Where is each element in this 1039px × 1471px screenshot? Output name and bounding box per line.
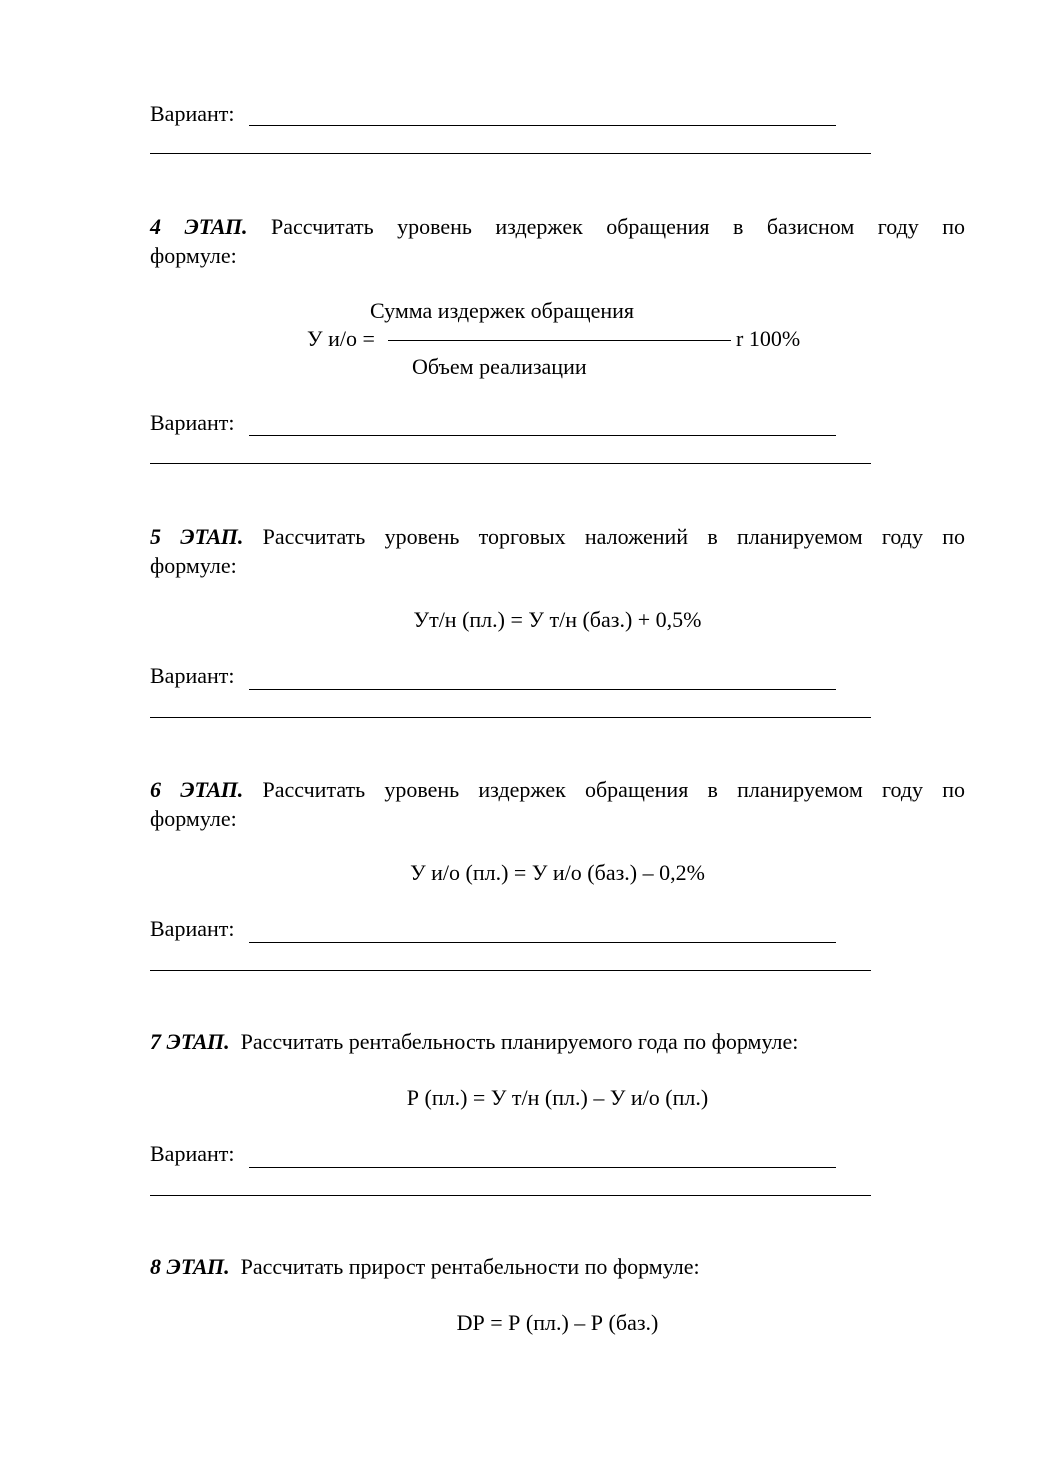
variant-label: Вариант: <box>150 1141 235 1166</box>
stage-7 <box>150 1028 798 1056</box>
variant-label: Вариант: <box>150 410 235 435</box>
stage-text: Рассчитать прирост рентабельности по формуле: <box>240 1254 700 1279</box>
formula-lhs: У и/о = <box>307 326 375 351</box>
formula-denominator: Объем реализации <box>412 354 587 379</box>
formula: DР = Р (пл.) – Р (баз.) <box>456 1310 659 1335</box>
stage-text: Рассчитать рентабельность планируемого года по формуле: <box>240 1029 799 1054</box>
variant-answer-line-2[interactable] <box>150 970 871 971</box>
stage-text-continued: формуле: <box>150 806 237 831</box>
variant-answer-line-2[interactable] <box>150 717 871 718</box>
stage-number: 4 ЭТАП. <box>150 214 248 239</box>
variant-answer-line-2[interactable] <box>150 463 871 464</box>
variant-answer-line[interactable] <box>249 435 836 436</box>
variant-answer-line[interactable] <box>249 125 836 126</box>
variant-answer-line[interactable] <box>249 1167 836 1168</box>
variant-answer-line[interactable] <box>249 942 836 943</box>
stage-5 <box>150 522 965 580</box>
stage-text: Рассчитать уровень торговых наложений в планируемом году по <box>262 524 965 549</box>
stage-8 <box>150 1253 700 1281</box>
variant-label: Вариант: <box>150 916 235 941</box>
stage-number: 6 ЭТАП. <box>150 777 244 802</box>
stage-text-continued: формуле: <box>150 553 237 578</box>
stage-number: 5 ЭТАП. <box>150 524 244 549</box>
formula-numerator: Сумма издержек обращения <box>370 298 635 323</box>
stage-text-continued: формуле: <box>150 243 237 268</box>
formula: У и/о (пл.) = У и/о (баз.) – 0,2% <box>410 860 705 885</box>
stage-6 <box>150 775 965 833</box>
formula: Ут/н (пл.) = У т/н (баз.) + 0,5% <box>413 607 702 632</box>
fraction-bar <box>388 340 731 341</box>
stage-number: 7 ЭТАП. <box>150 1029 230 1054</box>
formula-multiplier: r 100% <box>736 326 801 351</box>
variant-answer-line[interactable] <box>249 689 836 690</box>
stage-text: Рассчитать уровень издержек обращения в планируемом году по <box>262 777 965 802</box>
variant-answer-line-2[interactable] <box>150 1195 871 1196</box>
variant-answer-line-2[interactable] <box>150 153 871 154</box>
stage-text: Рассчитать уровень издержек обращения в базисном году по <box>271 214 965 239</box>
variant-label: Вариант: <box>150 101 235 126</box>
stage-4 <box>150 212 965 270</box>
stage-number: 8 ЭТАП. <box>150 1254 230 1279</box>
variant-label: Вариант: <box>150 663 235 688</box>
formula: Р (пл.) = У т/н (пл.) – У и/о (пл.) <box>406 1085 709 1110</box>
